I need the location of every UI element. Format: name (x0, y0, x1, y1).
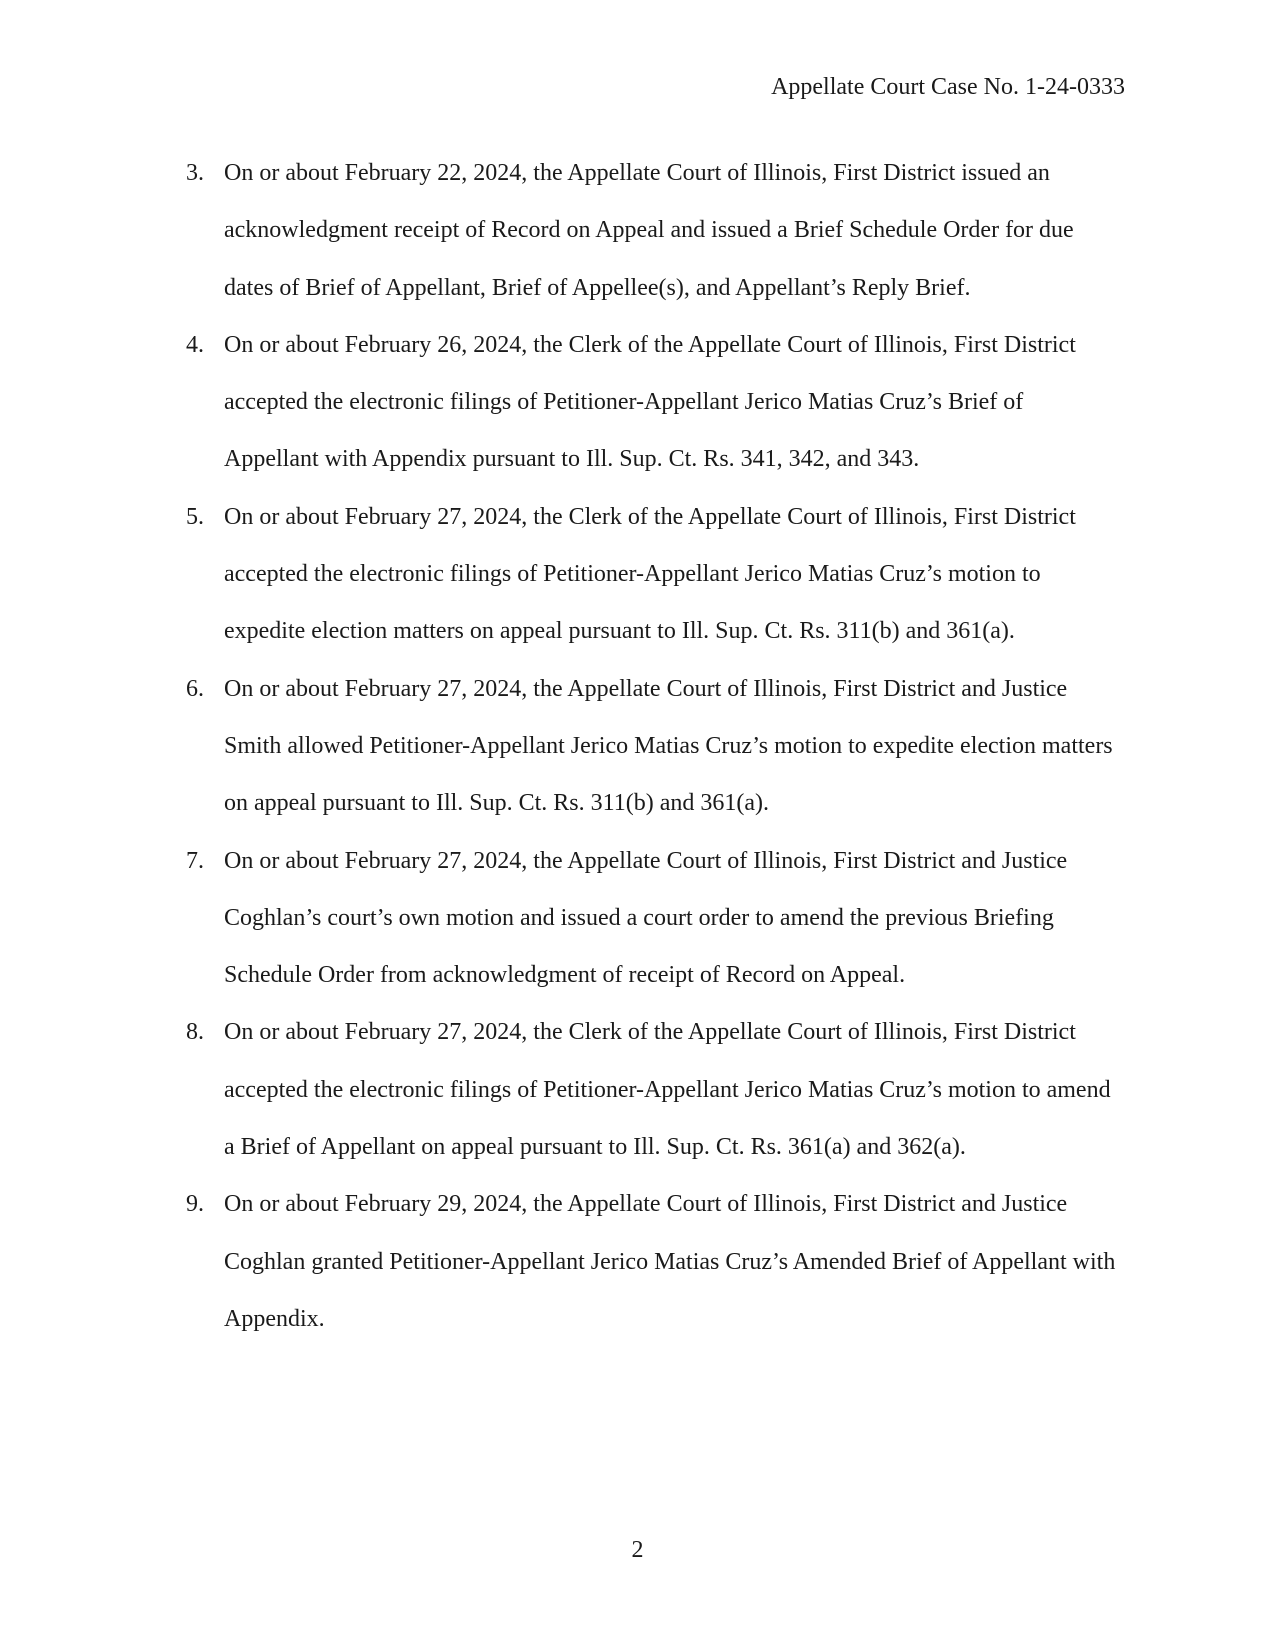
paragraph-text: On or about February 27, 2024, the Appellate Court of Illinois, First District and Justice Coghlan’s court’s own motion and issued a court order to amend the previous Briefing Schedule Order from acknowledgment of receipt of Record on Appeal. (224, 847, 1068, 989)
paragraph-text: On or about February 27, 2024, the Clerk of the Appellate Court of Illinois, First District accepted the electronic filings of Petitioner-Appellant Jerico Matias Cruz’s motion to expedite election matters on appeal pursuant to Ill. Sup. Ct. Rs. 311(b) and 361(a). (224, 503, 1076, 645)
paragraph-text: On or about February 26, 2024, the Clerk of the Appellate Court of Illinois, First District accepted the electronic filings of Petitioner-Appellant Jerico Matias Cruz’s Brief of Appellant with Appendix pursuant to Ill. Sup. Ct. Rs. 341, 342, and 343. (224, 331, 1076, 473)
paragraph-text: On or about February 27, 2024, the Clerk of the Appellate Court of Illinois, First District accepted the electronic filings of Petitioner-Appellant Jerico Matias Cruz’s motion to amend a Brief of Appellant on appeal pursuant to Ill. Sup. Ct. Rs. 361(a) and 362(a). (224, 1019, 1111, 1161)
paragraph-number: 9. (186, 1191, 204, 1218)
case-number-header: Appellate Court Case No. 1-24-0333 (771, 74, 1125, 100)
paragraph-text: On or about February 29, 2024, the Appellate Court of Illinois, First District and Justice Coghlan granted Petitioner-Appellant Jerico Matias Cruz’s Amended Brief of Appellant with Appendix. (224, 1191, 1116, 1332)
paragraph-4 (186, 317, 1116, 489)
paragraph-6 (186, 661, 1116, 833)
paragraph-number: 5. (186, 503, 204, 530)
paragraph-9 (186, 1176, 1116, 1348)
paragraph-3 (186, 145, 1116, 317)
paragraph-number: 4. (186, 331, 204, 358)
paragraph-number: 7. (186, 847, 204, 874)
paragraph-5 (186, 489, 1116, 661)
numbered-paragraph-list (186, 145, 1116, 1348)
paragraph-8 (186, 1004, 1116, 1176)
paragraph-text: On or about February 22, 2024, the Appellate Court of Illinois, First District issued an acknowledgment receipt of Record on Appeal and issued a Brief Schedule Order for due dates of Brief of Appellant, Brief of Appellee(s), and Appellant’s Reply Brief. (224, 160, 1074, 301)
paragraph-number: 8. (186, 1019, 204, 1046)
paragraph-number: 6. (186, 675, 204, 702)
paragraph-7 (186, 833, 1116, 1005)
paragraph-text: On or about February 27, 2024, the Appellate Court of Illinois, First District and Justice Smith allowed Petitioner-Appellant Jerico Matias Cruz’s motion to expedite election matters on appeal pursuant to Ill. Sup. Ct. Rs. 311(b) and 361(a). (224, 675, 1113, 817)
page-number: 2 (631, 1537, 644, 1563)
paragraph-number: 3. (186, 160, 204, 186)
